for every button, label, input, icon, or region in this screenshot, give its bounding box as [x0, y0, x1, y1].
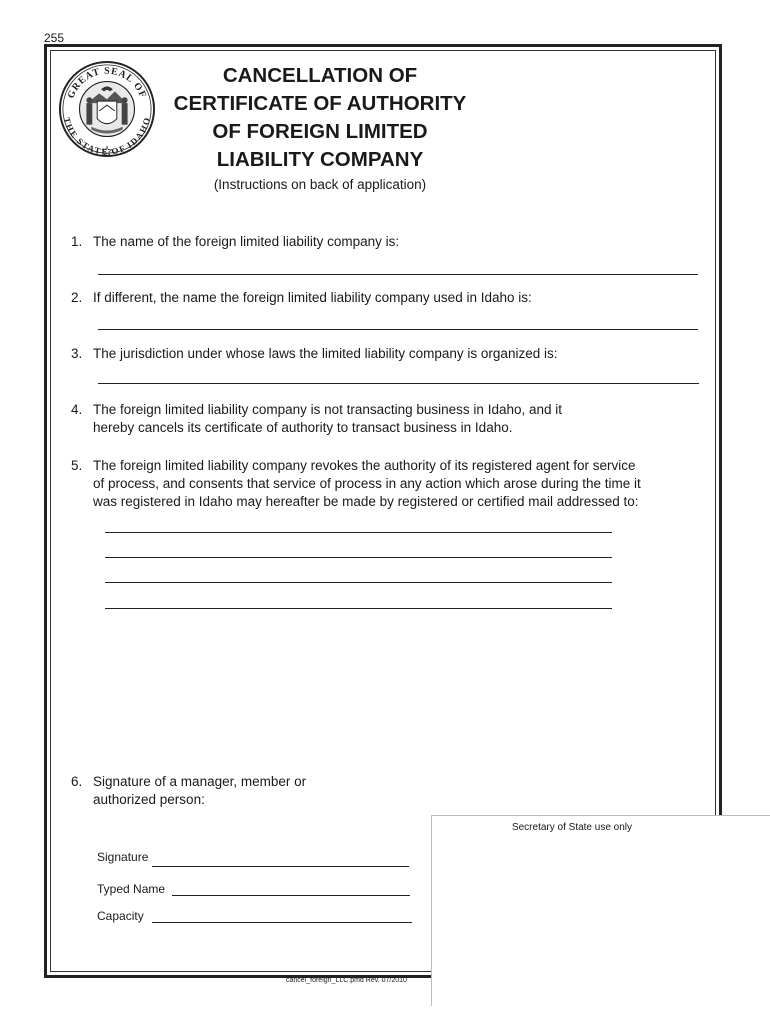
signature-label: Signature [97, 850, 149, 864]
title-line: OF FOREIGN LIMITED [212, 120, 428, 143]
item-text: hereby cancels its certificate of authority to transact business in Idaho. [93, 420, 513, 435]
instructions-note: (Instructions on back of application) [213, 177, 427, 192]
mailing-address-line-3[interactable] [105, 582, 612, 583]
signature-field[interactable] [152, 866, 409, 867]
typed-name-label: Typed Name [97, 882, 166, 896]
item-number: 1. [71, 234, 83, 249]
item-number: 4. [71, 402, 83, 417]
title-line: CANCELLATION OF [222, 64, 418, 87]
mailing-address-line-1[interactable] [105, 532, 612, 533]
item-number: 5. [71, 458, 83, 473]
form-title [150, 62, 490, 174]
capacity-label: Capacity [97, 909, 144, 923]
item-text: was registered in Idaho may hereafter be made by registered or certified mail addressed to: [93, 494, 639, 509]
item-text: authorized person: [93, 792, 205, 807]
item-text: If different, the name the foreign limited liability company used in Idaho is: [93, 290, 532, 305]
item-text: The name of the foreign limited liability company is: [93, 234, 400, 249]
item-number: 6. [71, 774, 83, 789]
jurisdiction-field[interactable] [98, 383, 699, 384]
seal-text-bottom: THE STATE OF IDAHO [61, 116, 153, 157]
item-text: Signature of a manager, member or [93, 774, 307, 789]
item-number: 2. [71, 290, 83, 305]
item-text: of process, and consents that service of process in any action which arose during the time it [93, 476, 641, 491]
secretary-of-state-label: Secretary of State use only [511, 822, 633, 833]
item-text: The foreign limited liability company is not transacting business in Idaho, and it [93, 402, 562, 417]
llc-name-field[interactable] [98, 274, 698, 275]
secretary-of-state-box [431, 815, 770, 1006]
title-line: LIABILITY COMPANY [216, 148, 424, 171]
footer-file-info: cancel_foreign_LLC.pmd Rev. 07/2010 [286, 977, 407, 984]
capacity-field[interactable] [152, 922, 412, 923]
idaho-state-seal-icon [58, 60, 156, 158]
seal-text-top: GREAT SEAL OF [65, 65, 149, 101]
idaho-name-field[interactable] [98, 329, 698, 330]
item-text: The jurisdiction under whose laws the limited liability company is organized is: [93, 346, 558, 361]
mailing-address-line-2[interactable] [105, 557, 612, 558]
item-text: The foreign limited liability company revokes the authority of its registered agent for service [93, 458, 636, 473]
typed-name-field[interactable] [172, 895, 410, 896]
title-line: CERTIFICATE OF AUTHORITY [173, 92, 467, 115]
item-number: 3. [71, 346, 83, 361]
form-number: 255 [44, 31, 65, 45]
mailing-address-line-4[interactable] [105, 608, 612, 609]
